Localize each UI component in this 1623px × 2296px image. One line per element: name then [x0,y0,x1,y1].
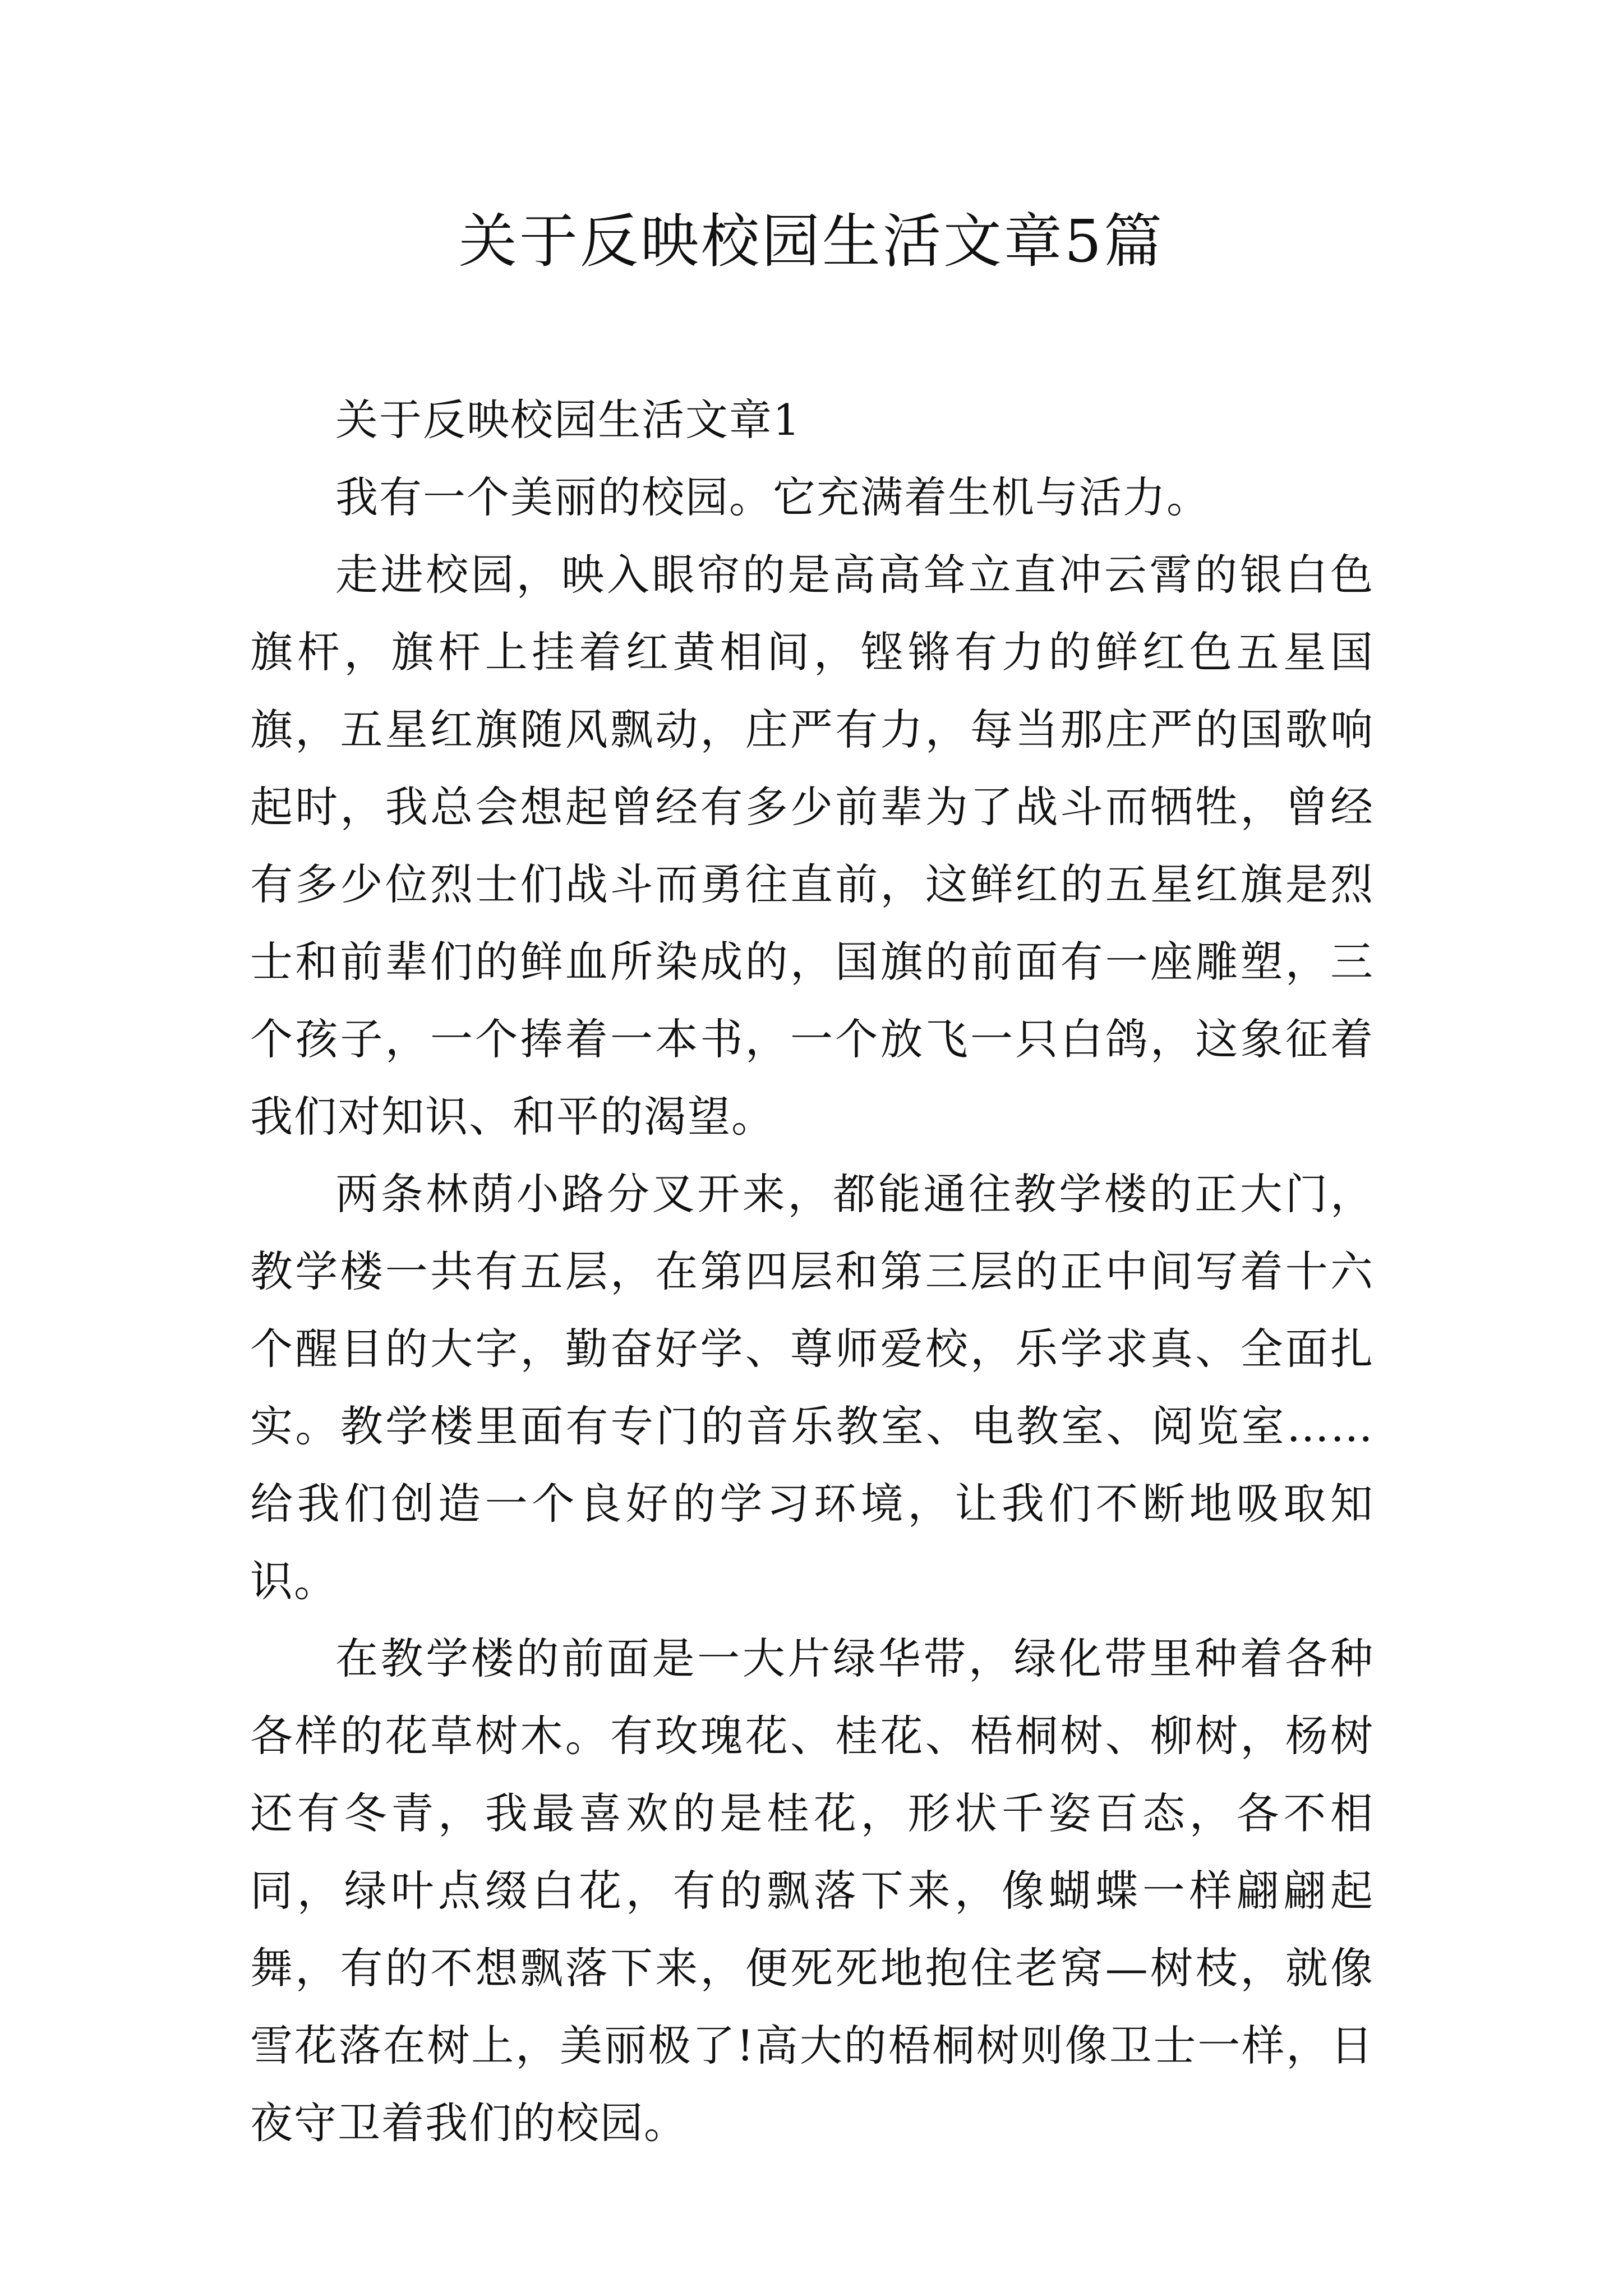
paragraph-flagpole: 走进校园，映入眼帘的是高高耸立直冲云霄的银白色旗杆，旗杆上挂着红黄相间，铿锵有力的鲜红色五星国旗，五星红旗随风飘动，庄严有力，每当那庄严的国歌响起时，我总会想起曾经有多少前辈为了战斗而牺牲，曾经有多少位烈士们战斗而勇往直前，这鲜红的五星红旗是烈士和前辈们的鲜血所染成的，国旗的前面有一座雕塑，三个孩子，一个捧着一本书，一个放飞一只白鸽，这象征着我们对知识、和平的渴望。 [250,550,1374,1142]
paragraph-teaching-building: 两条林荫小路分叉开来，都能通往教学楼的正大门，教学楼一共有五层，在第四层和第三层的正中间写着十六个醒目的大字，勤奋好学、尊师爱校，乐学求真、全面扎实。教学楼里面有专门的音乐教室、电教室、阅览室……给我们创造一个良好的学习环境，让我们不断地吸取知识。 [250,1169,1374,1606]
section-heading: 关于反映校园生活文章1 [335,395,801,445]
paragraph-green-belt: 在教学楼的前面是一大片绿华带，绿化带里种着各种各样的花草树木。有玫瑰花、桂花、梧桐树、柳树，杨树还有冬青，我最喜欢的是桂花，形状千姿百态，各不相同，绿叶点缀白花，有的飘落下来，像蝴蝶一样翩翩起舞，有的不想飘落下来，便死死地抱住老窝—树枝，就像雪花落在树上，美丽极了!高大的梧桐树则像卫士一样，日夜守卫着我们的校园。 [250,1634,1374,2148]
document-body [250,381,1374,2162]
document-title: 关于反映校园生活文章5篇 [458,207,1165,275]
paragraph-intro: 我有一个美丽的校园。它充满着生机与活力。 [335,472,1210,522]
